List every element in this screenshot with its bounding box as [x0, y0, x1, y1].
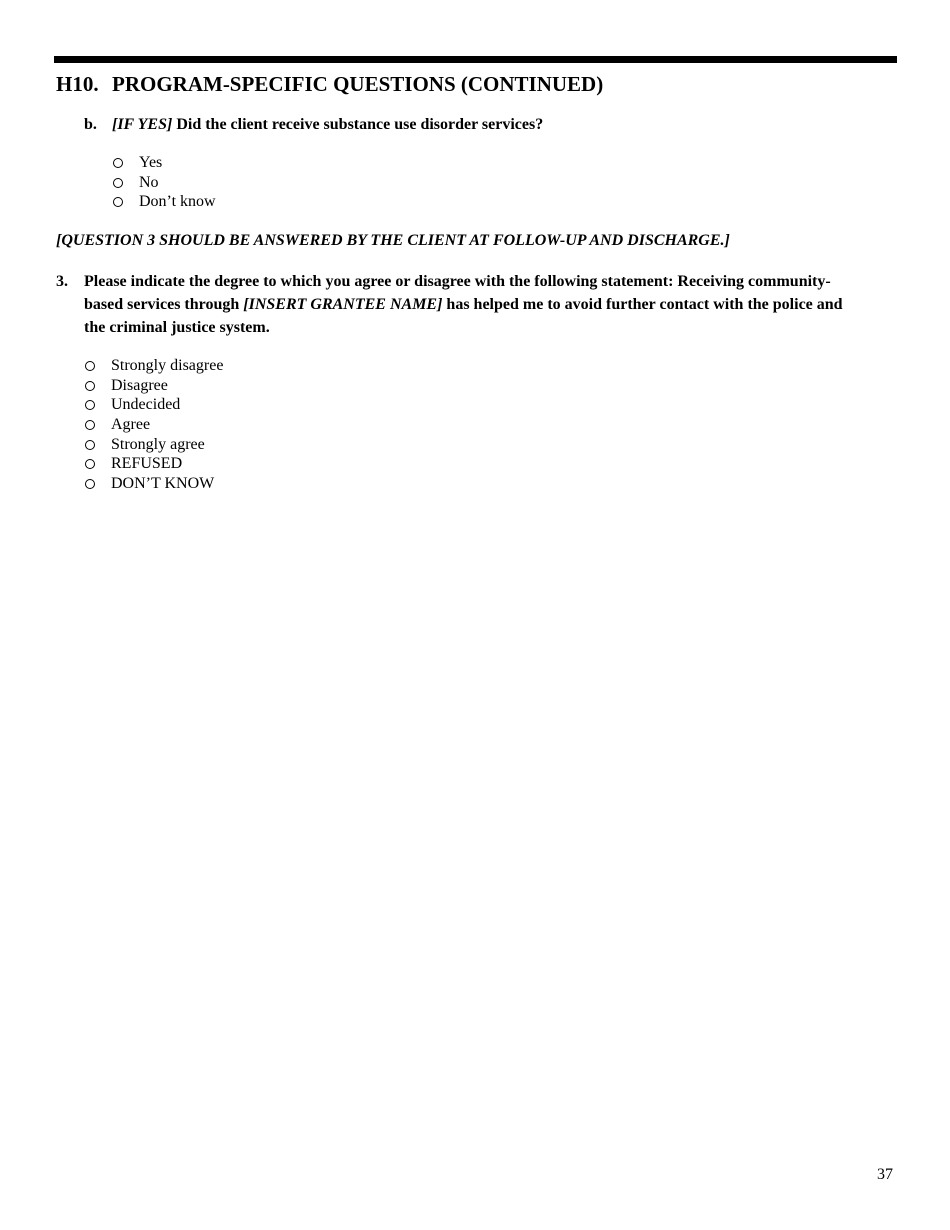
- radio-button[interactable]: [85, 361, 95, 371]
- radio-button[interactable]: [85, 459, 95, 469]
- option-strongly-agree[interactable]: [85, 435, 223, 455]
- question-3-number: 3.: [56, 273, 68, 290]
- radio-button[interactable]: [113, 197, 123, 207]
- option-disagree[interactable]: [85, 376, 223, 396]
- option-agree[interactable]: [85, 415, 223, 435]
- question-3: [56, 270, 901, 339]
- option-label: No: [139, 173, 159, 191]
- option-refused[interactable]: [85, 454, 223, 474]
- question-3-segment: based services through: [84, 296, 244, 313]
- question-b-condition: [IF YES]: [112, 116, 173, 133]
- option-dont-know-upper[interactable]: [85, 474, 223, 494]
- option-label: Agree: [111, 416, 151, 434]
- section-heading: [56, 72, 603, 97]
- instruction-note: [QUESTION 3 SHOULD BE ANSWERED BY THE CLIENT AT FOLLOW-UP AND DISCHARGE.]: [56, 232, 730, 249]
- radio-button[interactable]: [85, 400, 95, 410]
- question-b-options: [113, 153, 216, 212]
- radio-button[interactable]: [113, 158, 123, 168]
- radio-button[interactable]: [85, 479, 95, 489]
- question-3-line: [84, 293, 901, 316]
- option-undecided[interactable]: [85, 395, 223, 415]
- grantee-placeholder: [INSERT GRANTEE NAME]: [243, 296, 443, 313]
- question-b-letter: b.: [84, 116, 97, 133]
- top-rule: [54, 56, 897, 63]
- radio-button[interactable]: [113, 178, 123, 188]
- question-b-text: Did the client receive substance use disorder services?: [176, 116, 544, 133]
- page-number: 37: [877, 1166, 893, 1183]
- section-title: PROGRAM-SPECIFIC QUESTIONS (CONTINUED): [112, 72, 604, 96]
- question-b: [84, 116, 543, 134]
- question-3-line: Please indicate the degree to which you agree or disagree with the following statement: Receiving community-: [84, 273, 831, 290]
- question-3-text: [84, 270, 901, 339]
- radio-button[interactable]: [85, 381, 95, 391]
- option-label: Don’t know: [139, 193, 216, 211]
- option-label: Strongly disagree: [111, 357, 224, 374]
- option-no[interactable]: [113, 173, 216, 193]
- option-label: DON’T KNOW: [111, 475, 215, 493]
- option-label: Undecided: [111, 396, 181, 414]
- question-3-options: [85, 356, 223, 494]
- option-label: Yes: [139, 154, 163, 171]
- question-3-line: the criminal justice system.: [84, 319, 270, 336]
- option-label: Strongly agree: [111, 435, 205, 453]
- option-strongly-disagree[interactable]: [85, 356, 223, 376]
- section-code: H10.: [56, 72, 99, 96]
- radio-button[interactable]: [85, 420, 95, 430]
- radio-button[interactable]: [85, 440, 95, 450]
- option-yes[interactable]: [113, 153, 216, 173]
- option-label: Disagree: [111, 376, 168, 394]
- option-label: REFUSED: [111, 455, 183, 473]
- question-3-segment: has helped me to avoid further contact with the police and: [442, 296, 843, 313]
- option-dont-know[interactable]: [113, 192, 216, 212]
